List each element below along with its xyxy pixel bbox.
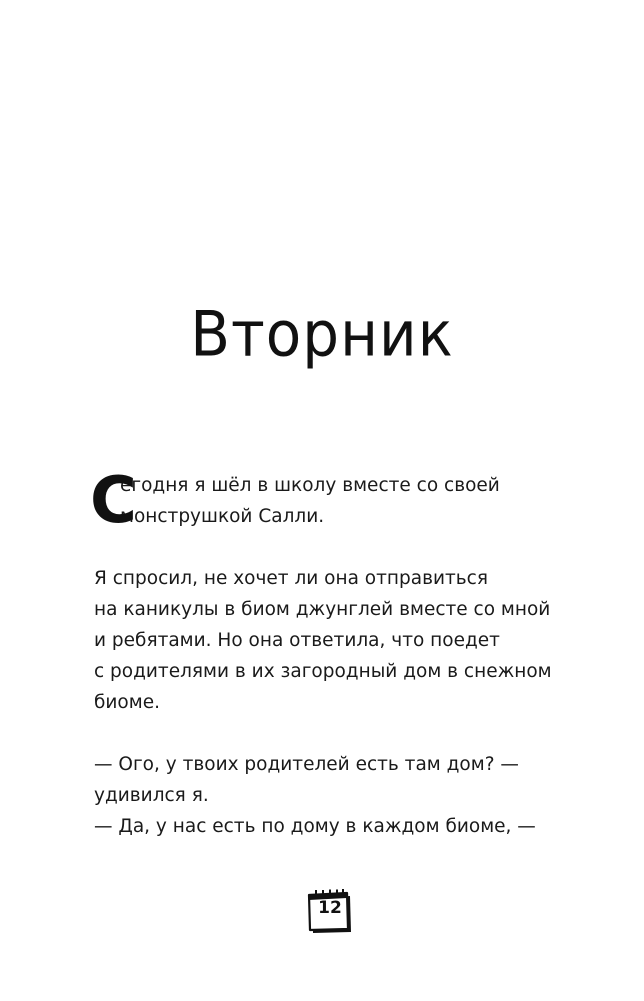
text-line: и ребятами. Но она ответила, что поедет [94, 630, 500, 651]
paragraph-3 [94, 749, 564, 842]
drop-cap: С [90, 464, 137, 538]
text-line: с родителями в их загородный дом в снежном [94, 661, 552, 682]
text-line: — Ого, у твоих родителей есть там дом? — [94, 754, 519, 775]
text-line: биоме. [94, 692, 160, 713]
paragraph-1 [90, 464, 564, 538]
page-number-badge [306, 888, 356, 936]
text-line: на каникулы в биом джунглей вместе со мной [94, 599, 551, 620]
text-line: — Да, у нас есть по дому в каждом биоме, — [94, 816, 536, 837]
chapter-title: Вторник [190, 297, 454, 371]
page-number: 12 [318, 898, 342, 918]
text-line: удивился я. [94, 785, 209, 806]
text-line: Я спросил, не хочет ли она отправиться [94, 568, 488, 589]
text-line: егодня я шёл в школу вместе со своей [120, 475, 500, 496]
paragraph-2 [94, 563, 564, 718]
body-text [90, 464, 564, 842]
text-line: монструшкой Салли. [120, 506, 325, 527]
